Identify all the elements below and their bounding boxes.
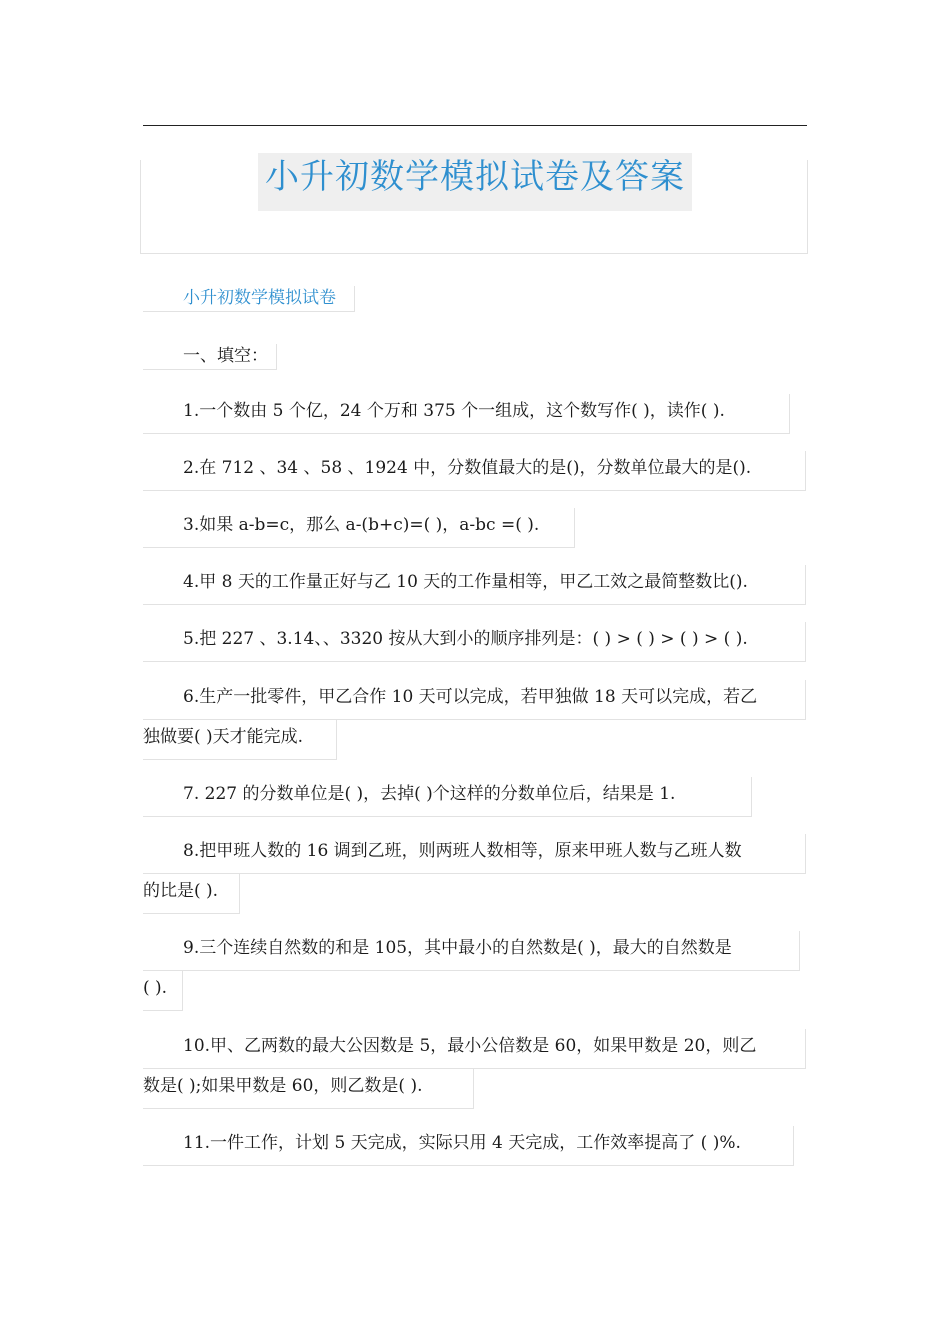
question-5-line-1: 5.把 227 、3.14、、3320 按从大到小的顺序排列是：( ) > ( ) > ( ) > ( ).	[143, 622, 806, 662]
document-title: 小升初数学模拟试卷及答案	[258, 153, 692, 211]
question-4	[143, 565, 806, 605]
question-3-line-1: 3.如果 a-b=c，那么 a-(b+c)=( )，a-bc =( ).	[143, 508, 575, 548]
question-5	[143, 622, 806, 662]
question-4-line-1: 4.甲 8 天的工作量正好与乙 10 天的工作量相等，甲乙工效之最简整数比().	[143, 565, 806, 605]
question-8-line-1: 8.把甲班人数的 16 调到乙班，则两班人数相等，原来甲班人数与乙班人数	[143, 834, 806, 874]
question-2-line-1: 2.在 712 、34 、58 、1924 中，分数值最大的是()，分数单位最大的是().	[143, 451, 806, 491]
question-9-line-1: 9.三个连续自然数的和是 105，其中最小的自然数是( )，最大的自然数是	[143, 931, 800, 971]
question-6-line-2: 独做要( )天才能完成.	[143, 720, 337, 760]
question-8-line-2: 的比是( ).	[143, 874, 240, 914]
question-9-line-2: ( ).	[143, 971, 183, 1011]
question-1-line-1: 1.一个数由 5 个亿，24 个万和 375 个一组成，这个数写作( )，读作( ).	[143, 394, 790, 434]
question-2	[143, 451, 806, 491]
document-subtitle: 小升初数学模拟试卷	[143, 286, 355, 312]
section-heading: 一、填空：	[143, 344, 277, 370]
question-8	[143, 834, 806, 914]
question-1	[143, 394, 790, 434]
question-11	[143, 1126, 794, 1166]
question-10-line-1: 10.甲、乙两数的最大公因数是 5，最小公倍数是 60，如果甲数是 20，则乙	[143, 1029, 806, 1069]
header-rule	[143, 125, 807, 126]
question-7	[143, 777, 752, 817]
question-6	[143, 680, 806, 760]
question-11-line-1: 11.一件工作，计划 5 天完成，实际只用 4 天完成，工作效率提高了 ( )%.	[143, 1126, 794, 1166]
question-9	[143, 931, 800, 1011]
question-10	[143, 1029, 806, 1109]
question-7-line-1: 7. 227 的分数单位是( )，去掉( )个这样的分数单位后，结果是 1.	[143, 777, 752, 817]
question-3	[143, 508, 575, 548]
question-6-line-1: 6.生产一批零件，甲乙合作 10 天可以完成，若甲独做 18 天可以完成，若乙	[143, 680, 806, 720]
question-10-line-2: 数是( );如果甲数是 60，则乙数是( ).	[143, 1069, 474, 1109]
